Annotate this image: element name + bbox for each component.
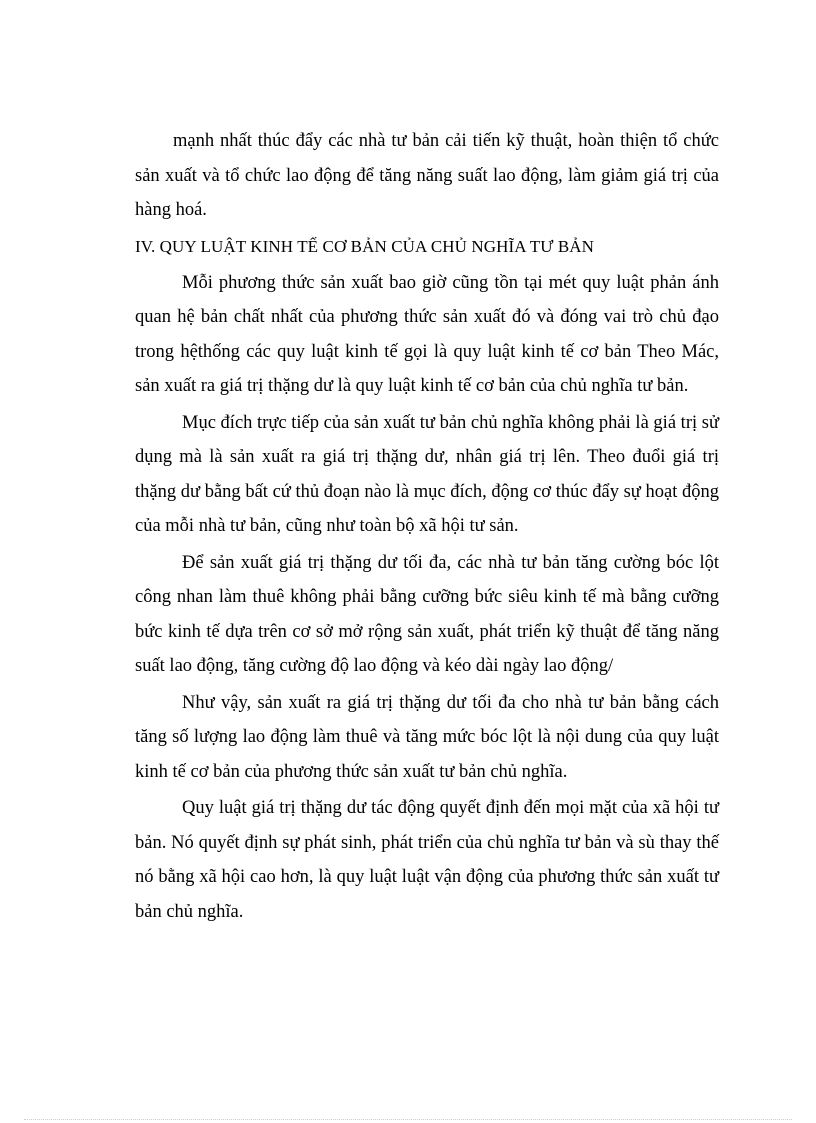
- paragraph: Như vậy, sản xuất ra giá trị thặng dư tối đa cho nhà tư bản bằng cách tăng số lượng lao động làm thuê và tăng mức bóc lột là nội dung của quy luật kinh tế cơ bản của phương thức sản xuất tư bản chủ nghĩa.: [135, 692, 719, 782]
- paragraph: Để sản xuất giá trị thặng dư tối đa, các nhà tư bản tăng cường bóc lột công nhan làm thuê không phải bằng cưỡng bức siêu kinh tế mà bằng cưỡng bức kinh tế dựa trên cơ sở mở rộng sản xuất, phát triển kỹ thuật để tăng năng suất lao động, tăng cường độ lao động và kéo dài ngày lao động/: [135, 552, 719, 676]
- paragraph-continuation: mạnh nhất thúc đẩy các nhà tư bản cải tiến kỹ thuật, hoàn thiện tổ chức sản xuất và tổ chức lao động để tăng năng suất lao động, làm giảm giá trị của hàng hoá.: [135, 131, 719, 220]
- page-bottom-divider: [24, 1119, 792, 1120]
- section-heading: IV. QUY LUẬT KINH TẾ CƠ BẢN CỦA CHỦ NGHĨA TƯ BẢN: [135, 236, 595, 256]
- paragraph: Quy luật giá trị thặng dư tác động quyết định đến mọi mặt của xã hội tư bản. Nó quyết định sự phát sinh, phát triển của chủ nghĩa tư bản và sù thay thế nó bằng xã hội cao hơn, là quy luật luật vận động của phương thức sản xuất tư bản chủ nghĩa.: [135, 798, 719, 922]
- paragraph: Mỗi phương thức sản xuất bao giờ cũng tồn tại mét quy luật phản ánh quan hệ bản chất nhất của phương thức sản xuất đó và đóng vai trò chủ đạo trong hệthống các quy luật kinh tế gọi là quy luật kinh tế cơ bản Theo Mác, sản xuất ra giá trị thặng dư là quy luật kinh tế cơ bản của chủ nghĩa tư bản.: [135, 272, 719, 396]
- document-page: [135, 124, 719, 929]
- paragraph: Mục đích trực tiếp của sản xuất tư bản chủ nghĩa không phải là giá trị sử dụng mà là sản xuất ra giá trị thặng dư, nhân giá trị lên. Theo đuổi giá trị thặng dư bằng bất cứ thủ đoạn nào là mục đích, động cơ thúc đẩy sự hoạt động của mỗi nhà tư bản, cũng như toàn bộ xã hội tư sản.: [135, 412, 719, 536]
